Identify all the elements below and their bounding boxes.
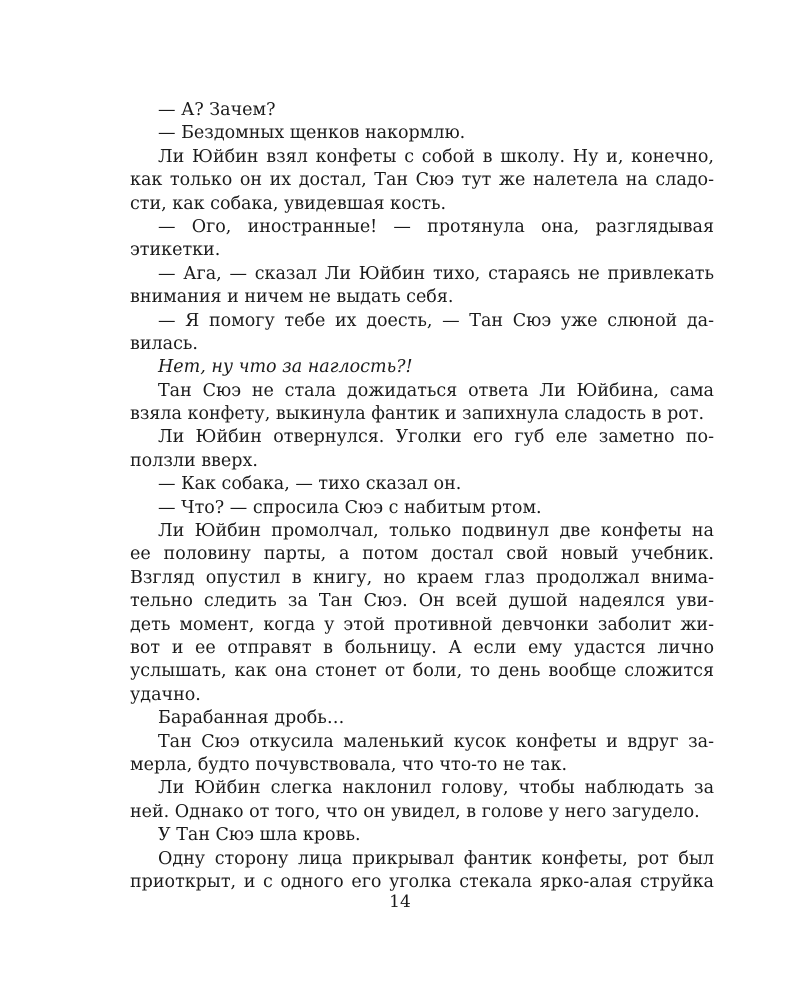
text-line: — А? Зачем? [158,100,276,120]
text-line: приоткрыт, и с одного его уголка стекала ярко-алая струйка [130,871,714,892]
text-line: Барабанная дробь… [158,708,345,729]
text-line: У Тан Сюэ шла кровь. [158,825,361,846]
text-line: — Ага, — сказал Ли Юйбин тихо, стараясь не привлекать [158,263,714,284]
text-line: Ли Юйбин промолчал, только подвинул две конфеты на [158,521,714,542]
text-line: ее половину парты, а потом достал свой новый учебник. [130,544,714,565]
text-line: Тан Сюэ не стала дожидаться ответа Ли Юйбина, сама [158,380,714,401]
text-line: внимания и ничем не выдать себя. [130,287,454,308]
text-line: — Что? — спросила Сюэ с набитым ртом. [158,497,542,518]
text-line: мерла, будто почувствовала, что что-то не так. [130,754,568,775]
text-line: ней. Однако от того, что он увидел, в голове у него загудело. [130,801,700,822]
text-line: Тан Сюэ откусила маленький кусок конфеты и вдруг за- [158,731,714,752]
text-line: вилась. [130,333,198,354]
text-line: деть момент, когда у этой противной девчонки заболит жи- [130,614,714,635]
text-line: сти, как собака, увидевшая кость. [130,193,447,214]
text-line: взяла конфету, выкинула фантик и запихнула сладость в рот. [130,404,705,425]
text-line: Ли Юйбин слегка наклонил голову, чтобы наблюдать за [158,778,714,799]
text-line: Нет, ну что за наглость?! [158,357,413,378]
text-line: вот и ее отправят в больницу. А если ему удастся лично [130,637,714,658]
text-line: ползли вверх. [130,450,258,471]
text-line: Взгляд опустил в книгу, но краем глаз продолжал внима- [130,567,714,588]
page-number: 14 [389,892,411,912]
text-line: как только он их достал, Тан Сюэ тут же налетела на сладо- [130,170,714,191]
text-line: — Я помогу тебе их доесть, — Тан Сюэ уже слюной да- [158,310,714,331]
text-line: тельно следить за Тан Сюэ. Он всей душой надеялся уви- [130,591,714,612]
text-line: — Бездомных щенков накормлю. [158,123,466,144]
text-line: услышать, как она стонет от боли, то день вообще сложится [130,661,714,682]
text-line: — Ого, иностранные! — протянула она, разглядывая [158,216,714,237]
text-line: — Как собака, — тихо сказал он. [158,474,462,495]
text-line: этикетки. [130,240,221,261]
text-line: Ли Юйбин отвернулся. Уголки его губ еле заметно по- [158,427,714,448]
text-line: Ли Юйбин взял конфеты с собой в школу. Ну и, конечно, [158,146,714,167]
page-text [130,99,714,894]
text-line: Одну сторону лица прикрывал фантик конфеты, рот был [158,848,714,869]
text-line: удачно. [130,684,201,705]
